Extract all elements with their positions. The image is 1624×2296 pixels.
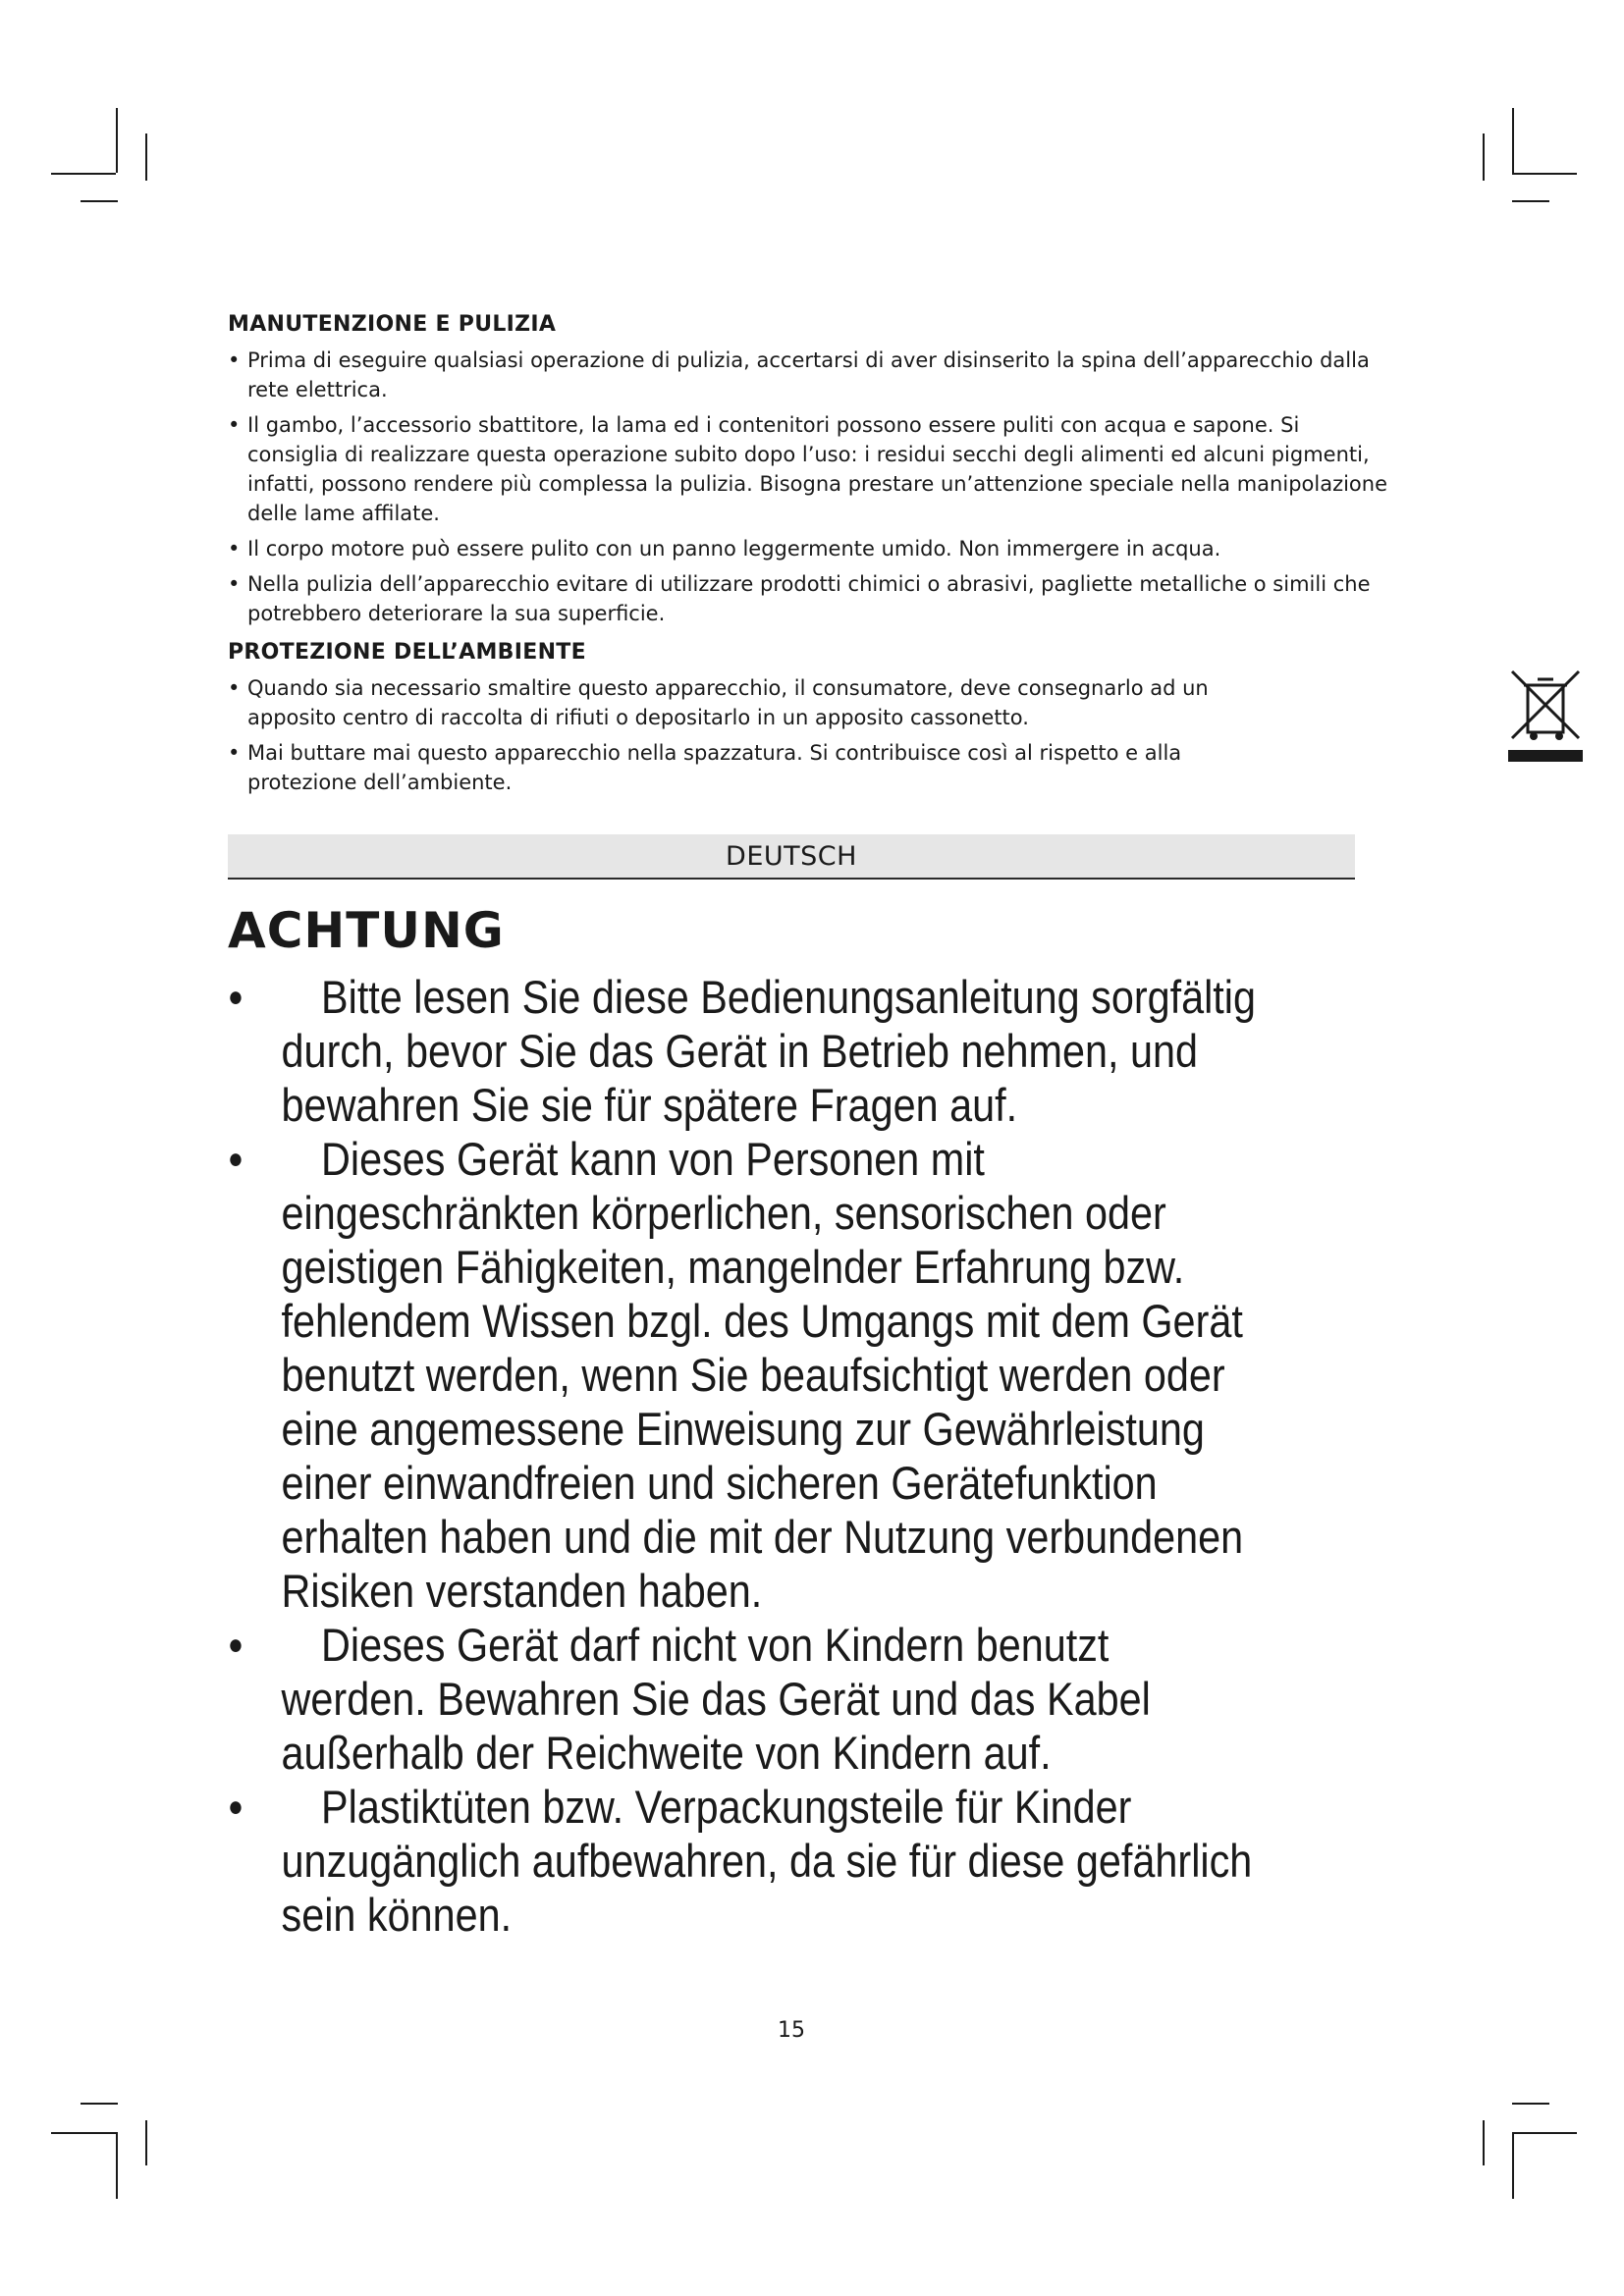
maintenance-list <box>228 346 1396 634</box>
environment-list <box>228 673 1288 803</box>
list-item: • Prima di eseguire qualsiasi operazione di pulizia, accertarsi di aver disinserito la spina dell’apparecchio dalla rete elettrica. <box>228 346 1396 404</box>
list-item <box>228 1132 1256 1618</box>
list-item-text: Dieses Gerät kann von Personen mit eingeschränkten körperlichen, sensorischen oder geistigen Fähigkeiten, mangelnder Erfahrung bzw. fehlendem Wissen bzgl. des Umgangs mit dem Gerät benutzt werden, wenn Sie beaufsichtigt werden oder eine angemessene Einweisung zur Gewährleistung einer einwandfreien und sicheren Gerätefunktion erhalten haben und die mit der Nutzung verbundenen Risiken verstanden haben. <box>281 1133 1244 1617</box>
maintenance-heading: MANUTENZIONE E PULIZIA <box>228 312 557 337</box>
list-item: • Quando sia necessario smaltire questo apparecchio, il consumatore, deve consegnarlo ad un apposito centro di raccolta di rifiuti o depositarlo in un apposito cassonetto. <box>228 673 1288 732</box>
list-item <box>228 970 1256 1132</box>
list-item <box>228 1780 1256 1942</box>
list-item: • Il corpo motore può essere pulito con un panno leggermente umido. Non immergere in acqua. <box>228 534 1396 563</box>
list-item: • Nella pulizia dell’apparecchio evitare di utilizzare prodotti chimici o abrasivi, pagliette metalliche o simili che potrebbero deteriorare la sua superficie. <box>228 569 1396 628</box>
list-item-text: Dieses Gerät darf nicht von Kindern benutzt werden. Bewahren Sie das Gerät und das Kabel außerhalb der Reichweite von Kindern auf. <box>281 1619 1151 1779</box>
crossed-bin-icon <box>1506 667 1585 766</box>
list-item <box>228 1618 1256 1780</box>
list-item: • Il gambo, l’accessorio sbattitore, la lama ed i contenitori possono essere puliti con acqua e sapone. Si consiglia di realizzare questa operazione subito dopo l’uso: i residui secchi degli alimenti ed alcuni pigmenti, infatti, possono rendere più complessa la pulizia. Bisogna prestare un’attenzione speciale nella manipolazione delle lame affilate. <box>228 410 1396 528</box>
list-item-text: Plastiktüten bzw. Verpackungsteile für Kinder unzugänglich aufbewahren, da sie für diese gefährlich sein können. <box>281 1781 1253 1941</box>
warning-list <box>228 970 1256 1942</box>
page-number: 15 <box>778 2018 805 2043</box>
environment-heading: PROTEZIONE DELL’AMBIENTE <box>228 640 586 665</box>
list-item: • Mai buttare mai questo apparecchio nella spazzatura. Si contribuisce così al rispetto e alla protezione dell’ambiente. <box>228 738 1288 797</box>
warning-title: ACHTUNG <box>228 902 505 959</box>
language-section-bar: DEUTSCH <box>228 834 1355 880</box>
list-item-text: Bitte lesen Sie diese Bedienungsanleitung sorgfältig durch, bevor Sie das Gerät in Betrieb nehmen, und bewahren Sie sie für spätere Fragen auf. <box>281 971 1256 1131</box>
